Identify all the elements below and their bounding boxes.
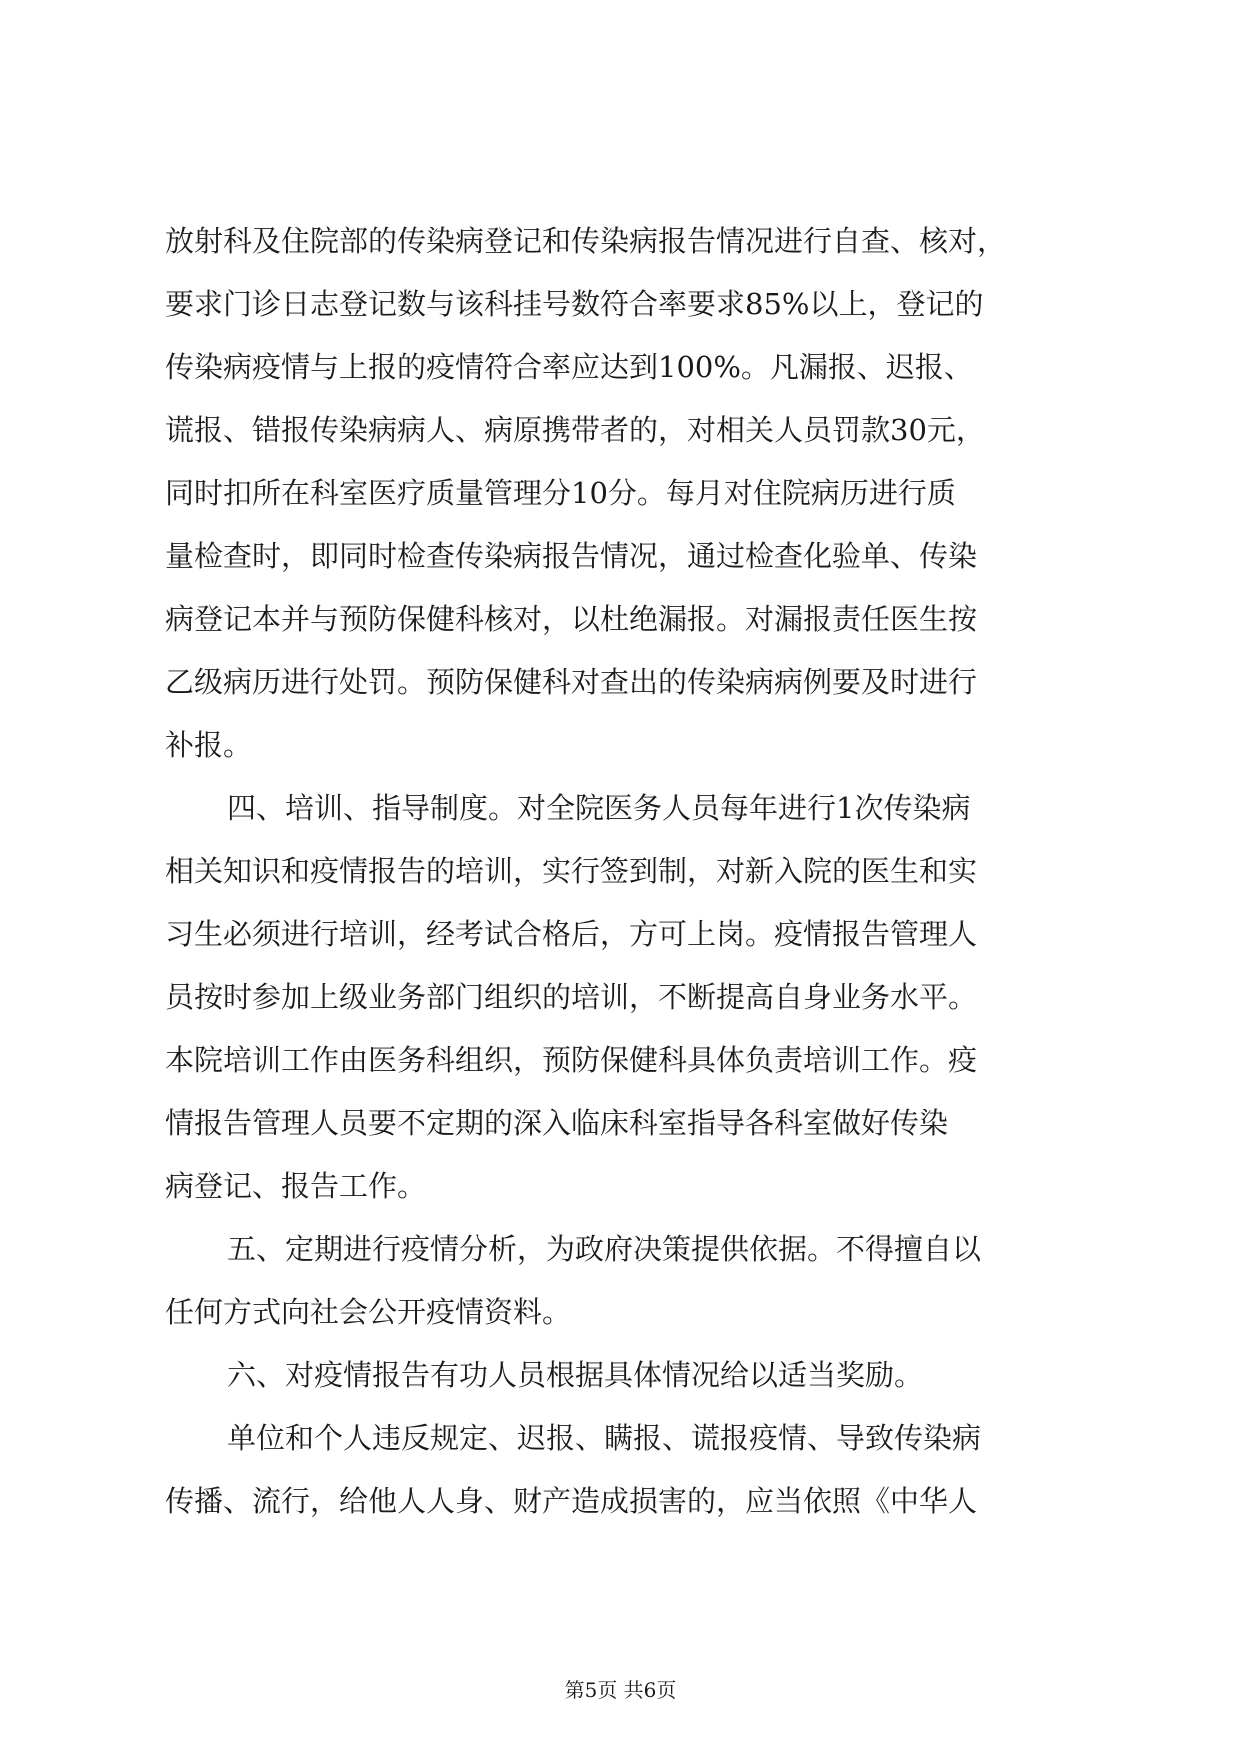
page-footer: 第5页 共6页 xyxy=(564,1678,677,1702)
text-line: 同时扣所在科室医疗质量管理分10分。每月对住院病历进行质 xyxy=(165,476,956,510)
text-line: 乙级病历进行处罚。预防保健科对查出的传染病病例要及时进行 xyxy=(165,665,978,699)
text-line: 传染病疫情与上报的疫情符合率应达到100%。凡漏报、迟报、 xyxy=(165,350,973,384)
body-text xyxy=(165,210,1105,1533)
text-line: 放射科及住院部的传染病登记和传染病报告情况进行自查、核对， xyxy=(165,224,1007,258)
text-line: 情报告管理人员要不定期的深入临床科室指导各科室做好传染 xyxy=(165,1106,949,1140)
text-line: 员按时参加上级业务部门组织的培训，不断提高自身业务水平。 xyxy=(165,980,978,1014)
text-line: 任何方式向社会公开疫情资料。 xyxy=(165,1295,572,1329)
text-line: 病登记、报告工作。 xyxy=(165,1169,427,1203)
text-line: 谎报、错报传染病病人、病原携带者的，对相关人员罚款30元， xyxy=(165,413,985,447)
text-line: 习生必须进行培训，经考试合格后，方可上岗。疫情报告管理人 xyxy=(165,917,978,951)
text-line: 量检查时，即同时检查传染病报告情况，通过检查化验单、传染 xyxy=(165,539,978,573)
text-line: 传播、流行，给他人人身、财产造成损害的，应当依照《中华人 xyxy=(165,1484,978,1518)
paragraph-start-line: 四、培训、指导制度。对全院医务人员每年进行1次传染病 xyxy=(227,791,971,825)
text-line: 补报。 xyxy=(165,728,253,762)
text-line: 本院培训工作由医务科组织，预防保健科具体负责培训工作。疫 xyxy=(165,1043,978,1077)
text-line: 病登记本并与预防保健科核对，以杜绝漏报。对漏报责任医生按 xyxy=(165,602,978,636)
text-line: 要求门诊日志登记数与该科挂号数符合率要求85%以上，登记的 xyxy=(165,287,984,321)
paragraph-start-line: 六、对疫情报告有功人员根据具体情况给以适当奖励。 xyxy=(227,1358,924,1392)
text-line: 相关知识和疫情报告的培训，实行签到制，对新入院的医生和实 xyxy=(165,854,978,888)
paragraph-start-line: 五、定期进行疫情分析，为政府决策提供依据。不得擅自以 xyxy=(227,1232,982,1266)
paragraph-start-line: 单位和个人违反规定、迟报、瞒报、谎报疫情、导致传染病 xyxy=(227,1421,982,1455)
